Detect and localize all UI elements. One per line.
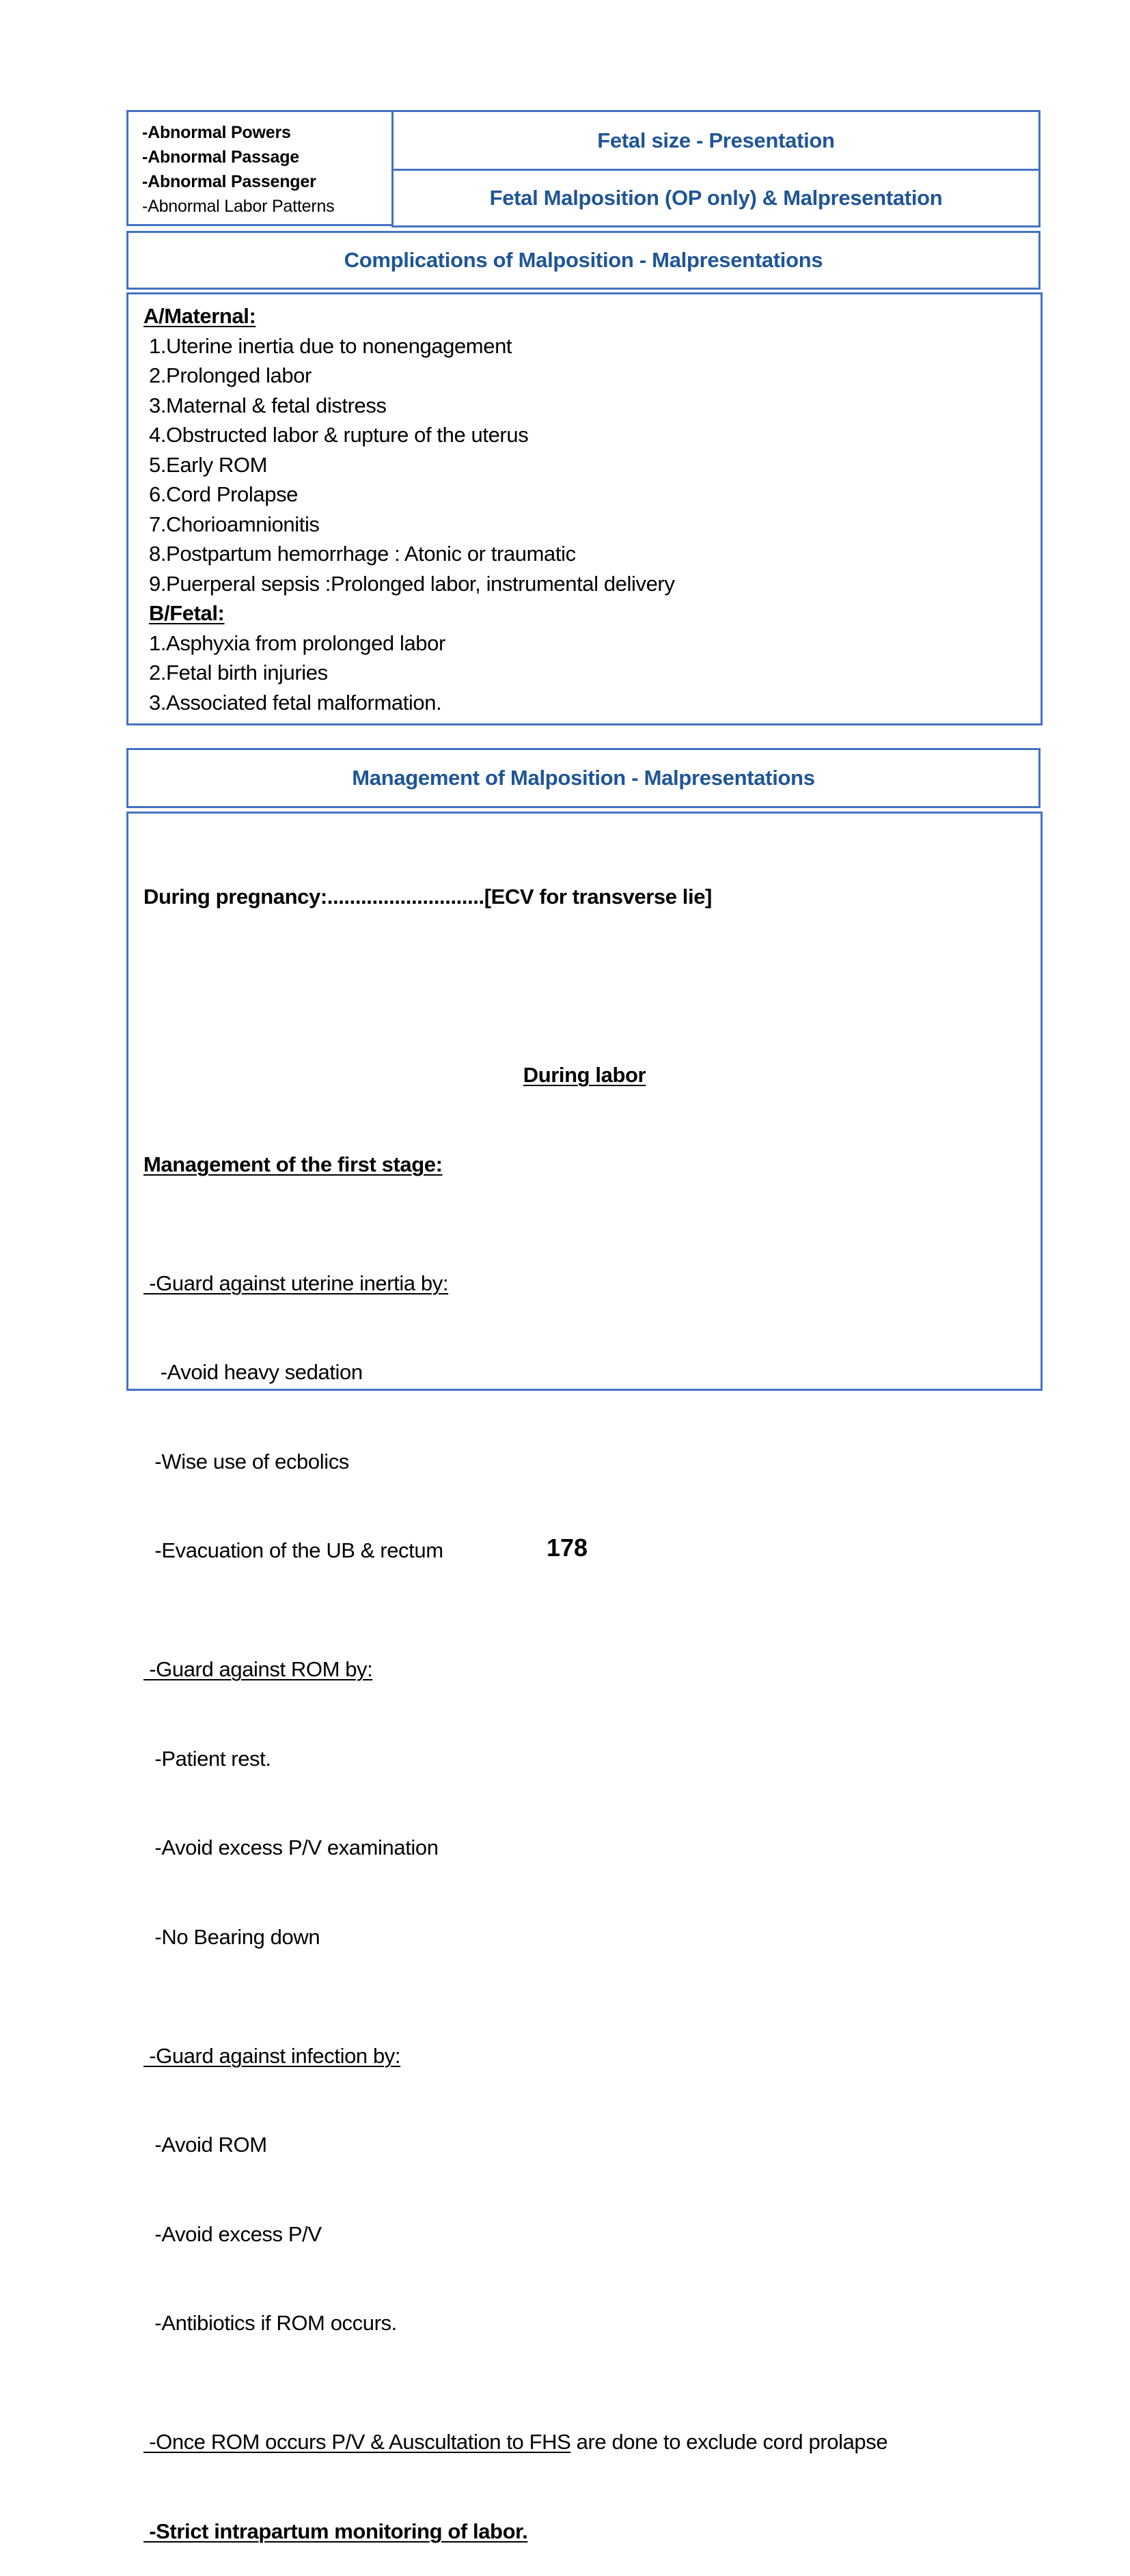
maternal-item: 6.Cord Prolapse bbox=[149, 482, 299, 506]
causes-list bbox=[128, 112, 391, 219]
complications-title-box bbox=[126, 231, 1041, 290]
fetal-size-title: Fetal size - Presentation bbox=[597, 128, 835, 152]
page-number: 178 bbox=[546, 1534, 588, 1562]
rom-guard-heading: -Guard against ROM by: bbox=[143, 1657, 373, 1681]
maternal-item: 2.Prolonged labor bbox=[149, 363, 312, 387]
maternal-item: 7.Chorioamnionitis bbox=[149, 512, 320, 536]
uterine-inertia-heading: -Guard against uterine inertia by: bbox=[143, 1271, 449, 1295]
malposition-title-box bbox=[391, 169, 1041, 227]
maternal-heading: A/Maternal: bbox=[143, 304, 256, 328]
maternal-item: 5.Early ROM bbox=[149, 452, 268, 477]
monitoring-line: -Strict intrapartum monitoring of labor. bbox=[143, 2519, 528, 2543]
complications-title: Complications of Malposition - Malpresentations bbox=[344, 248, 823, 272]
rom-occurs-line bbox=[143, 2427, 1041, 2457]
management-item: -Avoid excess P/V examination bbox=[143, 1836, 439, 1859]
management-item: -Antibiotics if ROM occurs. bbox=[143, 2311, 397, 2335]
management-item: -Avoid ROM bbox=[143, 2133, 267, 2157]
management-item: -Wise use of ecbolics bbox=[143, 1449, 349, 1473]
cause-item: -Abnormal Passage bbox=[142, 148, 300, 167]
rom-occurs-rest: are done to exclude cord prolapse bbox=[570, 2430, 888, 2454]
management-item: -Patient rest. bbox=[143, 1746, 271, 1771]
management-title-box bbox=[126, 748, 1041, 808]
management-item: -Evacuation of the UB & rectum bbox=[143, 1538, 443, 1562]
malposition-title: Fetal Malposition (OP only) & Malpresentation bbox=[489, 186, 943, 210]
maternal-item: 9.Puerperal sepsis :Prolonged labor, instrumental delivery bbox=[149, 571, 675, 596]
fetal-heading: B/Fetal: bbox=[149, 601, 225, 625]
pregnancy-line: During pregnancy:............................[ECV for transverse lie] bbox=[143, 885, 712, 909]
fetal-item: 1.Asphyxia from prolonged labor bbox=[149, 631, 445, 655]
during-labor-heading: During labor bbox=[523, 1063, 646, 1087]
maternal-item: 8.Postpartum hemorrhage : Atonic or traumatic bbox=[149, 542, 576, 566]
maternal-list bbox=[143, 331, 1041, 718]
management-title: Management of Malposition - Malpresentations bbox=[352, 766, 815, 790]
maternal-item: 1.Uterine inertia due to nonengagement bbox=[149, 333, 512, 358]
management-item: -Avoid excess P/V bbox=[143, 2221, 322, 2246]
maternal-item: 4.Obstructed labor & rupture of the uterus bbox=[149, 423, 529, 447]
cause-item: -Abnormal Passenger bbox=[142, 172, 316, 191]
management-item: -No Bearing down bbox=[143, 1924, 320, 1949]
maternal-item: 3.Maternal & fetal distress bbox=[149, 393, 387, 417]
rom-occurs-underlined: -Once ROM occurs P/V & Auscultation to FHS bbox=[143, 2430, 571, 2454]
causes-box bbox=[126, 110, 394, 226]
fetal-item: 2.Fetal birth injuries bbox=[149, 661, 328, 684]
fetal-item: 3.Associated fetal malformation. bbox=[149, 690, 442, 715]
first-stage-heading: Management of the first stage: bbox=[143, 1152, 443, 1176]
fetal-size-title-box bbox=[391, 110, 1041, 171]
infection-guard-heading: -Guard against infection by: bbox=[143, 2043, 401, 2068]
cause-item: -Abnormal Powers bbox=[142, 123, 291, 142]
complications-content-box bbox=[126, 292, 1043, 725]
management-item: -Avoid heavy sedation bbox=[143, 1360, 363, 1384]
cause-item: -Abnormal Labor Patterns bbox=[142, 197, 335, 216]
